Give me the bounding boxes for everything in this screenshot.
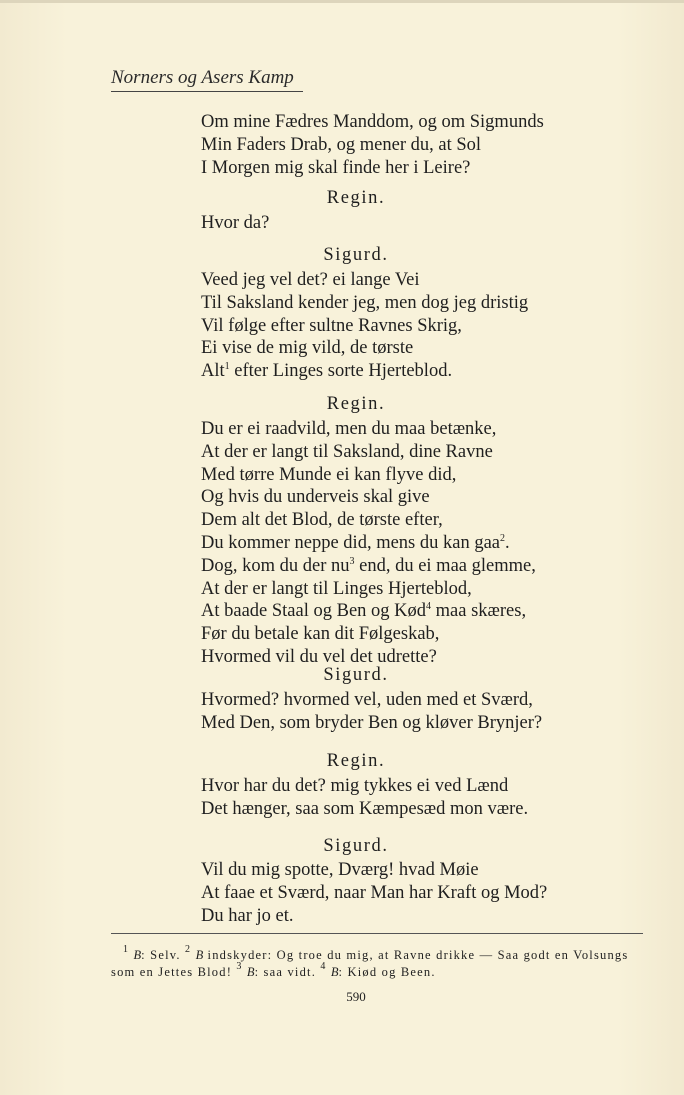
verse-line: Til Saksland kender jeg, men dog jeg dristig	[201, 292, 529, 313]
footnote-text: : Selv.	[141, 948, 181, 962]
verse-block	[201, 689, 542, 735]
verse-line	[201, 600, 536, 623]
footnote-ref: 2	[500, 532, 506, 544]
verse-line: Og hvis du underveis skal give	[201, 487, 430, 508]
verse-block	[201, 269, 528, 383]
running-title: Norners og Asers Kamp	[111, 67, 294, 88]
verse-text: Dog, kom du der nu	[201, 555, 350, 576]
speaker-name: Regin.	[326, 188, 386, 208]
footnote-source: B	[246, 964, 255, 979]
verse-text: At baade Staal og Ben og Kød	[201, 601, 427, 622]
footnote-number: 1	[123, 944, 130, 955]
verse-line: Hvor da?	[201, 213, 270, 233]
verse-block	[201, 775, 528, 821]
speaker-name: Sigurd.	[323, 836, 389, 856]
footnote-text: : saa vidt.	[254, 964, 317, 979]
verse-block	[201, 418, 536, 669]
verse-text: Du kommer neppe did, mens du kan gaa	[201, 532, 501, 553]
footnotes	[111, 944, 646, 980]
verse-line: At der er langt til Linges Hjerteblod,	[201, 578, 472, 599]
footnote-ref: 1	[224, 361, 230, 373]
verse-line: Hvormed vil du vel det udrette?	[201, 646, 437, 667]
verse-line: Det hænger, saa som Kæmpesæd mon være.	[201, 798, 529, 819]
verse-block	[201, 111, 544, 179]
footnote-source: B	[330, 964, 339, 979]
footnote-ref: 3	[349, 555, 355, 567]
verse-line: Min Faders Drab, og mener du, at Sol	[201, 134, 482, 155]
verse-line	[201, 360, 528, 383]
footnote-text: : Kiød og Been.	[338, 964, 436, 979]
verse-text: end, du ei maa glemme,	[359, 555, 536, 576]
footnote-source: B	[133, 948, 142, 962]
verse-block	[201, 212, 269, 235]
verse-line: Med tørre Munde ei kan flyve did,	[201, 464, 457, 485]
verse-line: Hvor har du det? mig tykkes ei ved Lænd	[201, 776, 509, 796]
page-number: 590	[346, 989, 366, 1004]
verse-line: I Morgen mig skal finde her i Leire?	[201, 157, 471, 178]
verse-line: Vil følge efter sultne Ravnes Skrig,	[201, 315, 462, 336]
footnote-ref: 4	[426, 601, 432, 613]
header-underline	[111, 91, 303, 92]
footnote-source: B	[195, 948, 204, 962]
footnote-text: indskyder: Og troe du mig, at Ravne drikke — Saa godt en Volsungs som en Jettes Blod!	[111, 948, 629, 979]
verse-text: efter Linges sorte Hjerteblod.	[234, 361, 453, 382]
speaker-name: Sigurd.	[323, 665, 389, 685]
verse-line: Ei vise de mig vild, de tørste	[201, 338, 414, 359]
verse-line: At faae et Sværd, naar Man har Kraft og Mod?	[201, 882, 548, 903]
speaker-name: Regin.	[326, 751, 386, 771]
verse-line: Hvormed? hvormed vel, uden med et Sværd,	[201, 690, 533, 710]
footnote-rule	[111, 933, 643, 934]
speaker-name: Regin.	[326, 394, 386, 414]
verse-line: Dem alt det Blod, de tørste efter,	[201, 510, 443, 531]
verse-line: Du er ei raadvild, men du maa betænke,	[201, 419, 497, 439]
verse-text: Alt	[201, 361, 225, 382]
verse-line: Før du betale kan dit Følgeskab,	[201, 624, 440, 645]
verse-line: Vil du mig spotte, Dværg! hvad Møie	[201, 860, 479, 880]
footnote-number: 3	[236, 960, 243, 972]
footnote-number: 4	[320, 960, 327, 972]
verse-line: Du kommer neppe did, mens du kan gaa$^2$.	[201, 532, 510, 553]
footnote-number: 2	[185, 944, 192, 955]
verse-line: Du har jo et.	[201, 905, 294, 926]
verse-line	[201, 555, 536, 578]
verse-line: Om mine Fædres Manddom, og om Sigmunds	[201, 112, 544, 132]
verse-text: maa skæres,	[435, 601, 527, 622]
verse-line: At der er langt til Saksland, dine Ravne	[201, 441, 493, 462]
verse-block	[201, 859, 547, 927]
verse-line: Med Den, som bryder Ben og kløver Brynjer?	[201, 712, 543, 733]
verse-line: Veed jeg vel det? ei lange Vei	[201, 270, 420, 290]
speaker-name: Sigurd.	[323, 245, 389, 265]
